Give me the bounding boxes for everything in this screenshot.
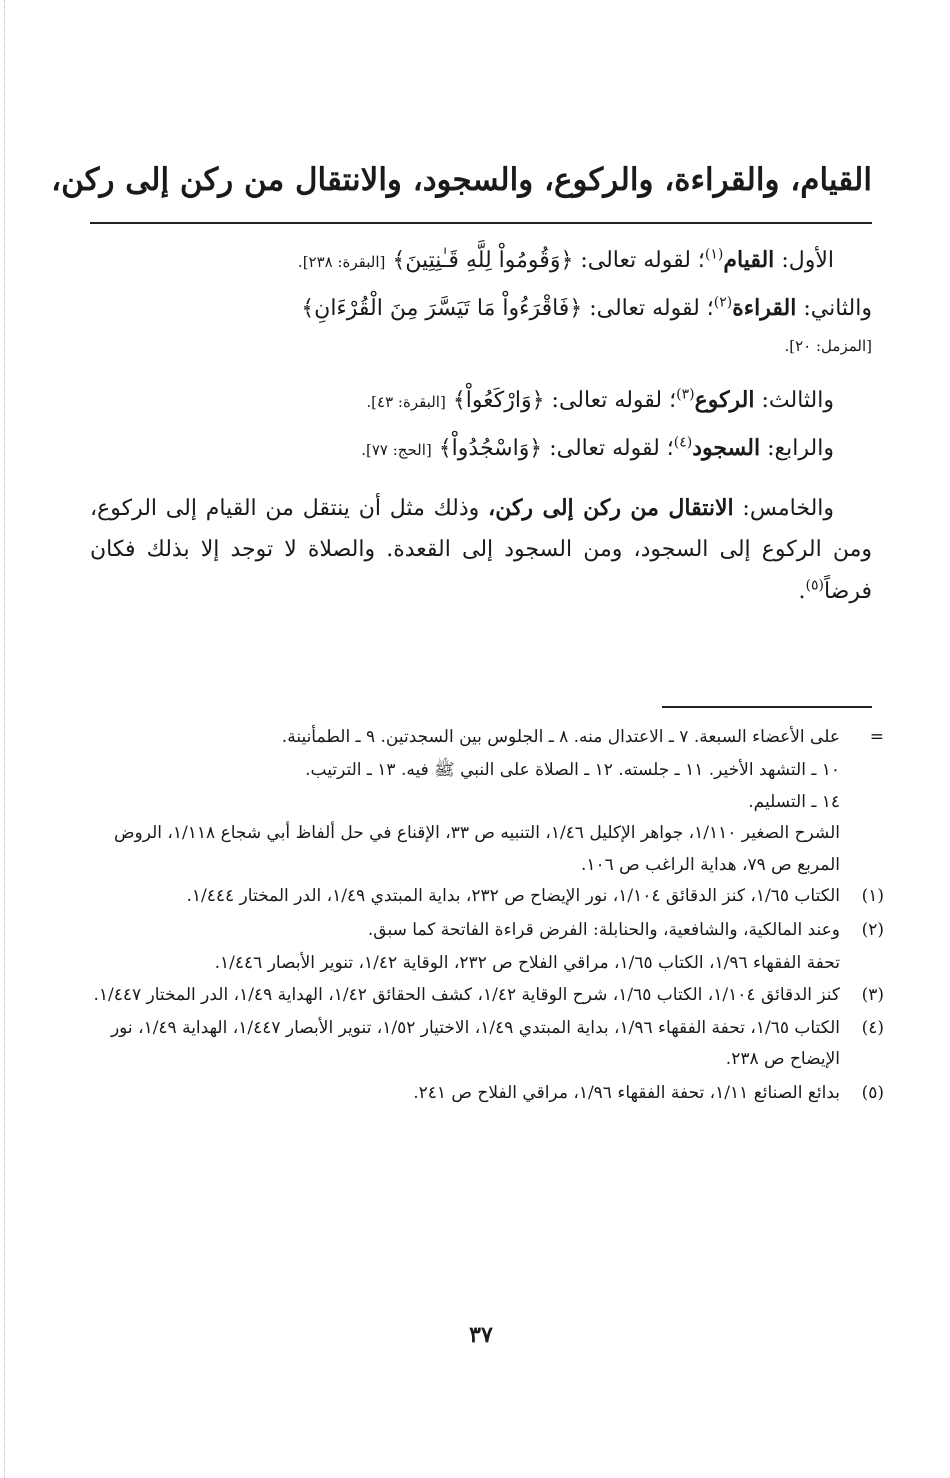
footnote-5: (٥) بدائع الصنائع ١/١١، تحفة الفقهاء ١/٩٦، مراقي الفلاح ص ٢٤١. xyxy=(90,1078,884,1109)
quran-verse: ﴿وَاسْجُدُواْ﴾ xyxy=(438,435,543,461)
footnote-number: (٢) xyxy=(861,919,884,940)
pillar-third: والثالث: الركوع$^{(٣)}$؛ لقوله تعالى: ﴿وَارْكَعُواْ﴾ [البقرة: ٤٣]. xyxy=(366,386,834,414)
footnote-3: (٣) كنز الدقائق ١/١٠٤، الكتاب ١/٦٥، شرح الوقاية ١/٤٢، كشف الحقائق ١/٤٢، الهداية ١/٤٩، الدر المختار ١/٤٤٧. xyxy=(90,980,884,1011)
footnote-2: (٢) وعند المالكية، والشافعية، والحنابلة: الفرض قراءة الفاتحة كما سبق. xyxy=(90,915,884,946)
footnote-marker: (٤) xyxy=(673,434,693,451)
pillar-term: الانتقال من ركن إلى ركن، xyxy=(488,494,734,521)
footnote-1: (١) الكتاب ١/٦٥، كنز الدقائق ١/١٠٤، نور الإيضاح ص ٢٣٢، بداية المبتدي ١/٤٩، الدر المختار ١/٤٤٤. xyxy=(90,881,884,912)
pillar-fifth: والخامس: الانتقال من ركن إلى ركن، وذلك مثل أن ينتقل من القيام إلى الركوع، ومن الركوع إلى السجود، ومن السجود إلى القعدة. والصلاة لا توجد إلا بذلك فكان فرضاً$^{(٥)}$. xyxy=(90,494,872,605)
footnote-marker: (٢) xyxy=(713,294,733,311)
page-number: ٣٧ xyxy=(469,1322,493,1348)
pillar-term: القراءة xyxy=(732,294,797,321)
footnote-continuation: = على الأعضاء السبعة. ٧ ـ الاعتدال منه. ٨ ـ الجلوس بين السجدتين. ٩ ـ الطمأنينة. xyxy=(90,722,884,753)
footnote-number: (١) xyxy=(861,886,884,907)
footnote-number: (٤) xyxy=(861,1017,884,1038)
footnote-marker: (٥) xyxy=(805,577,824,594)
quran-verse: ﴿فَاقْرَءُواْ مَا تَيَسَّرَ مِنَ الْقُرْءَانِ﴾ xyxy=(301,295,583,321)
footnotes xyxy=(90,722,884,1111)
footnote-line: تحفة الفقهاء ١/٩٦، الكتاب ١/٦٥، مراقي الفلاح ص ٢٣٢، الوقاية ١/٤٢، تنوير الأبصار ١/٤٤٦. xyxy=(214,953,840,974)
footnote-4: (٤) الكتاب ١/٦٥، تحفة الفقهاء ١/٩٦، بداية المبتدي ١/٤٩، الاختيار ١/٥٢، تنوير الأبصار ١/٤٤٧، الهداية ١/٤٩، نور الإيضاح ص ٢٣٨. xyxy=(90,1013,884,1076)
pillar-term: القيام xyxy=(723,247,775,273)
quran-verse: ﴿وَارْكَعُواْ﴾ xyxy=(452,388,545,414)
footnote-sources: الشرح الصغير ١/١١٠، جواهر الإكليل ١/٤٦، التنبيه ص ٣٣، الإقناع في حل ألفاظ أبي شجاع ١/١١٨، الروض المربع ص ٧٩، هداية الراغب ص ١٠٦. xyxy=(113,823,840,875)
footnote-marker: (١) xyxy=(704,246,724,263)
margin-guide xyxy=(4,0,5,1478)
pillar-term: السجود xyxy=(692,434,761,461)
pillar-second: والثاني: القراءة$^{(٢)}$؛ لقوله تعالى: ﴿فَاقْرَءُواْ مَا تَيَسَّرَ مِنَ الْقُرْءَانِ﴾ xyxy=(301,294,872,321)
footnote-marker: (٣) xyxy=(676,386,695,403)
verse-reference: [البقرة: ٢٣٨]. xyxy=(297,253,386,271)
page-body xyxy=(51,0,884,1478)
main-text xyxy=(90,240,872,613)
heading-rule xyxy=(90,222,872,224)
verse-reference: [الحج: ٧٧]. xyxy=(361,440,432,459)
footnote-number: (٥) xyxy=(861,1082,884,1103)
footnote-number: (٣) xyxy=(861,984,884,1005)
paragraph-text: وذلك مثل أن ينتقل من القيام إلى الركوع، ومن الركوع إلى السجود، ومن السجود إلى القعدة. والصلاة لا توجد إلا بذلك فكان فرضاً xyxy=(90,495,872,605)
pillar-fourth: والرابع: السجود$^{(٤)}$؛ لقوله تعالى: ﴿وَاسْجُدُواْ﴾ [الحج: ٧٧]. xyxy=(361,434,834,461)
footnote-rule xyxy=(662,706,872,708)
verse-reference: [البقرة: ٤٣]. xyxy=(366,393,446,412)
footnote-line: ١٤ ـ التسليم. xyxy=(748,791,840,812)
pillar-first: الأول: القيام$^{(١)}$؛ لقوله تعالى: ﴿وَقُومُواْ لِلَّهِ قَـٰنِتِينَ﴾ [البقرة: ٢٣٨]. xyxy=(297,246,834,273)
section-heading: القيام، والقراءة، والركوع، والسجود، والانتقال من ركن إلى ركن، xyxy=(51,162,872,198)
continuation-mark: = xyxy=(869,727,884,747)
quran-verse: ﴿وَقُومُواْ لِلَّهِ قَـٰنِتِينَ﴾ xyxy=(392,248,574,273)
verse-reference: [المزمل: ٢٠]. xyxy=(784,336,872,355)
footnote-line: ١٠ ـ التشهد الأخير. ١١ ـ جلسته. ١٢ ـ الصلاة على النبي ﷺ فيه. ١٣ ـ الترتيب. xyxy=(305,760,840,781)
pillar-term: الركوع xyxy=(694,387,755,414)
